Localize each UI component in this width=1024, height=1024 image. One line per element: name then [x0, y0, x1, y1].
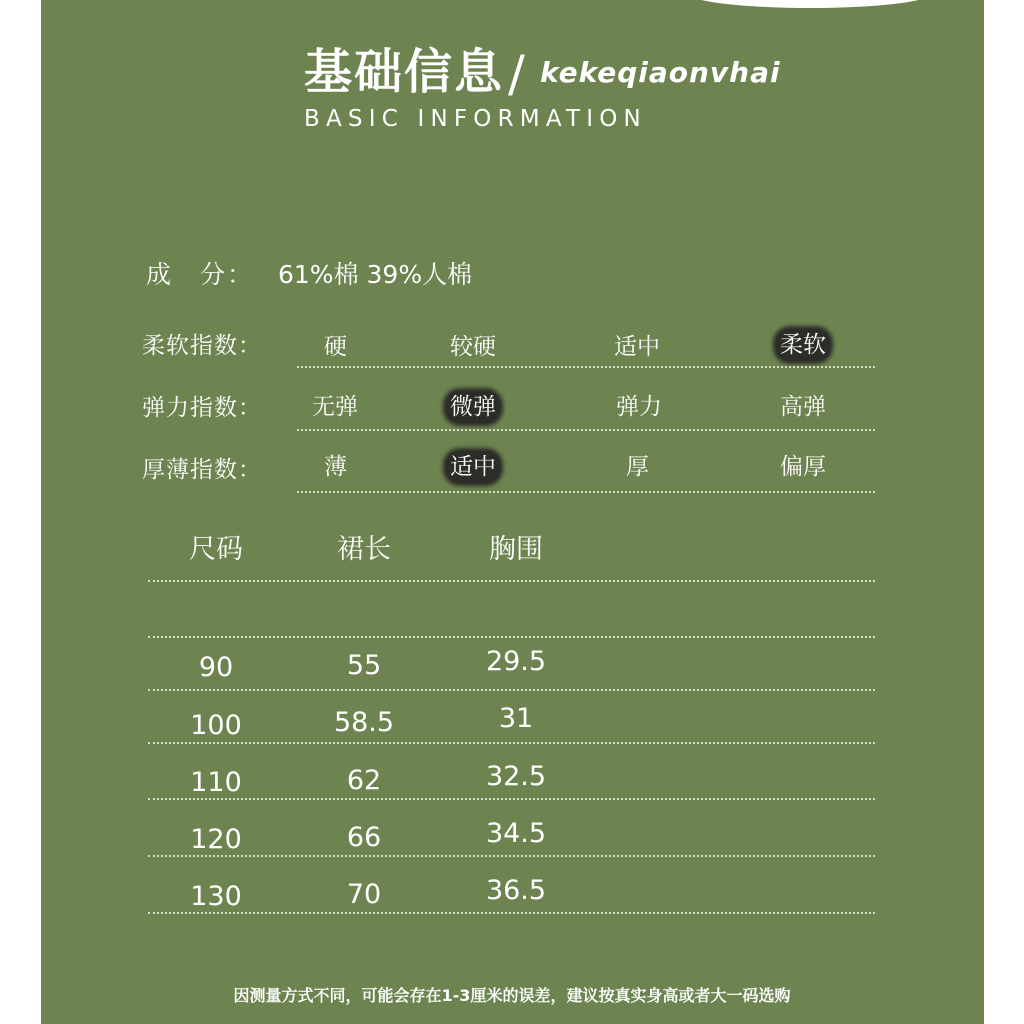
table-divider	[148, 689, 875, 691]
softness-option-medium: 适中	[614, 334, 660, 360]
title-slash: /	[508, 45, 525, 103]
info-panel	[41, 0, 984, 1024]
softness-option-firm: 较硬	[450, 334, 496, 360]
elasticity-option-elastic: 弹力	[616, 394, 662, 420]
table-divider	[148, 636, 875, 638]
thickness-option-thick: 厚	[626, 454, 649, 480]
table-cell-length: 66	[346, 822, 382, 853]
table-cell-size: 120	[190, 824, 242, 855]
table-cell-chest: 34.5	[485, 818, 547, 849]
table-divider	[148, 580, 875, 582]
brand-name: kekeqiaonvhai	[540, 56, 781, 89]
table-header-chest: 胸围	[489, 534, 543, 565]
softness-option-soft-selected: 柔软	[776, 329, 830, 361]
page-subtitle: BASIC INFORMATION	[304, 106, 647, 132]
composition-row	[146, 257, 472, 293]
page-title: 基础信息	[304, 44, 505, 100]
table-divider	[148, 798, 875, 800]
thickness-option-medium-selected: 适中	[446, 451, 500, 483]
table-cell-length: 58.5	[333, 707, 395, 738]
softness-label: 柔软指数：	[142, 333, 262, 359]
table-cell-length: 70	[346, 879, 382, 910]
table-cell-length: 55	[346, 650, 382, 681]
table-cell-size: 110	[190, 767, 242, 798]
table-cell-chest: 32.5	[485, 761, 547, 792]
table-cell-length: 62	[346, 765, 382, 796]
measurement-note: 因测量方式不同，可能会存在1-3厘米的误差，建议按真实身高或者大一码选购	[233, 986, 791, 1005]
table-cell-size: 100	[190, 710, 242, 741]
thickness-divider	[297, 491, 875, 493]
softness-option-hard: 硬	[324, 334, 347, 360]
elasticity-option-slight-selected: 微弹	[446, 391, 500, 423]
elasticity-option-high: 高弹	[780, 394, 826, 420]
softness-divider	[297, 366, 875, 368]
thickness-label: 厚薄指数：	[142, 457, 262, 483]
composition-value: 61%棉 39%人棉	[278, 260, 473, 289]
elasticity-label: 弹力指数：	[142, 395, 262, 421]
thickness-option-extra-thick: 偏厚	[780, 454, 826, 480]
elasticity-divider	[297, 429, 875, 431]
table-cell-chest: 36.5	[485, 875, 547, 906]
table-header-length: 裙长	[337, 534, 391, 565]
table-cell-size: 130	[190, 881, 242, 912]
table-header-size: 尺码	[189, 534, 243, 565]
thickness-option-thin: 薄	[324, 454, 347, 480]
table-divider	[148, 855, 875, 857]
table-divider	[148, 912, 875, 914]
table-cell-chest: 29.5	[485, 646, 547, 677]
table-cell-chest: 31	[498, 703, 534, 734]
composition-label: 成 分：	[146, 260, 255, 289]
table-cell-size: 90	[198, 652, 234, 683]
table-divider	[148, 742, 875, 744]
elasticity-option-none: 无弹	[312, 394, 358, 420]
